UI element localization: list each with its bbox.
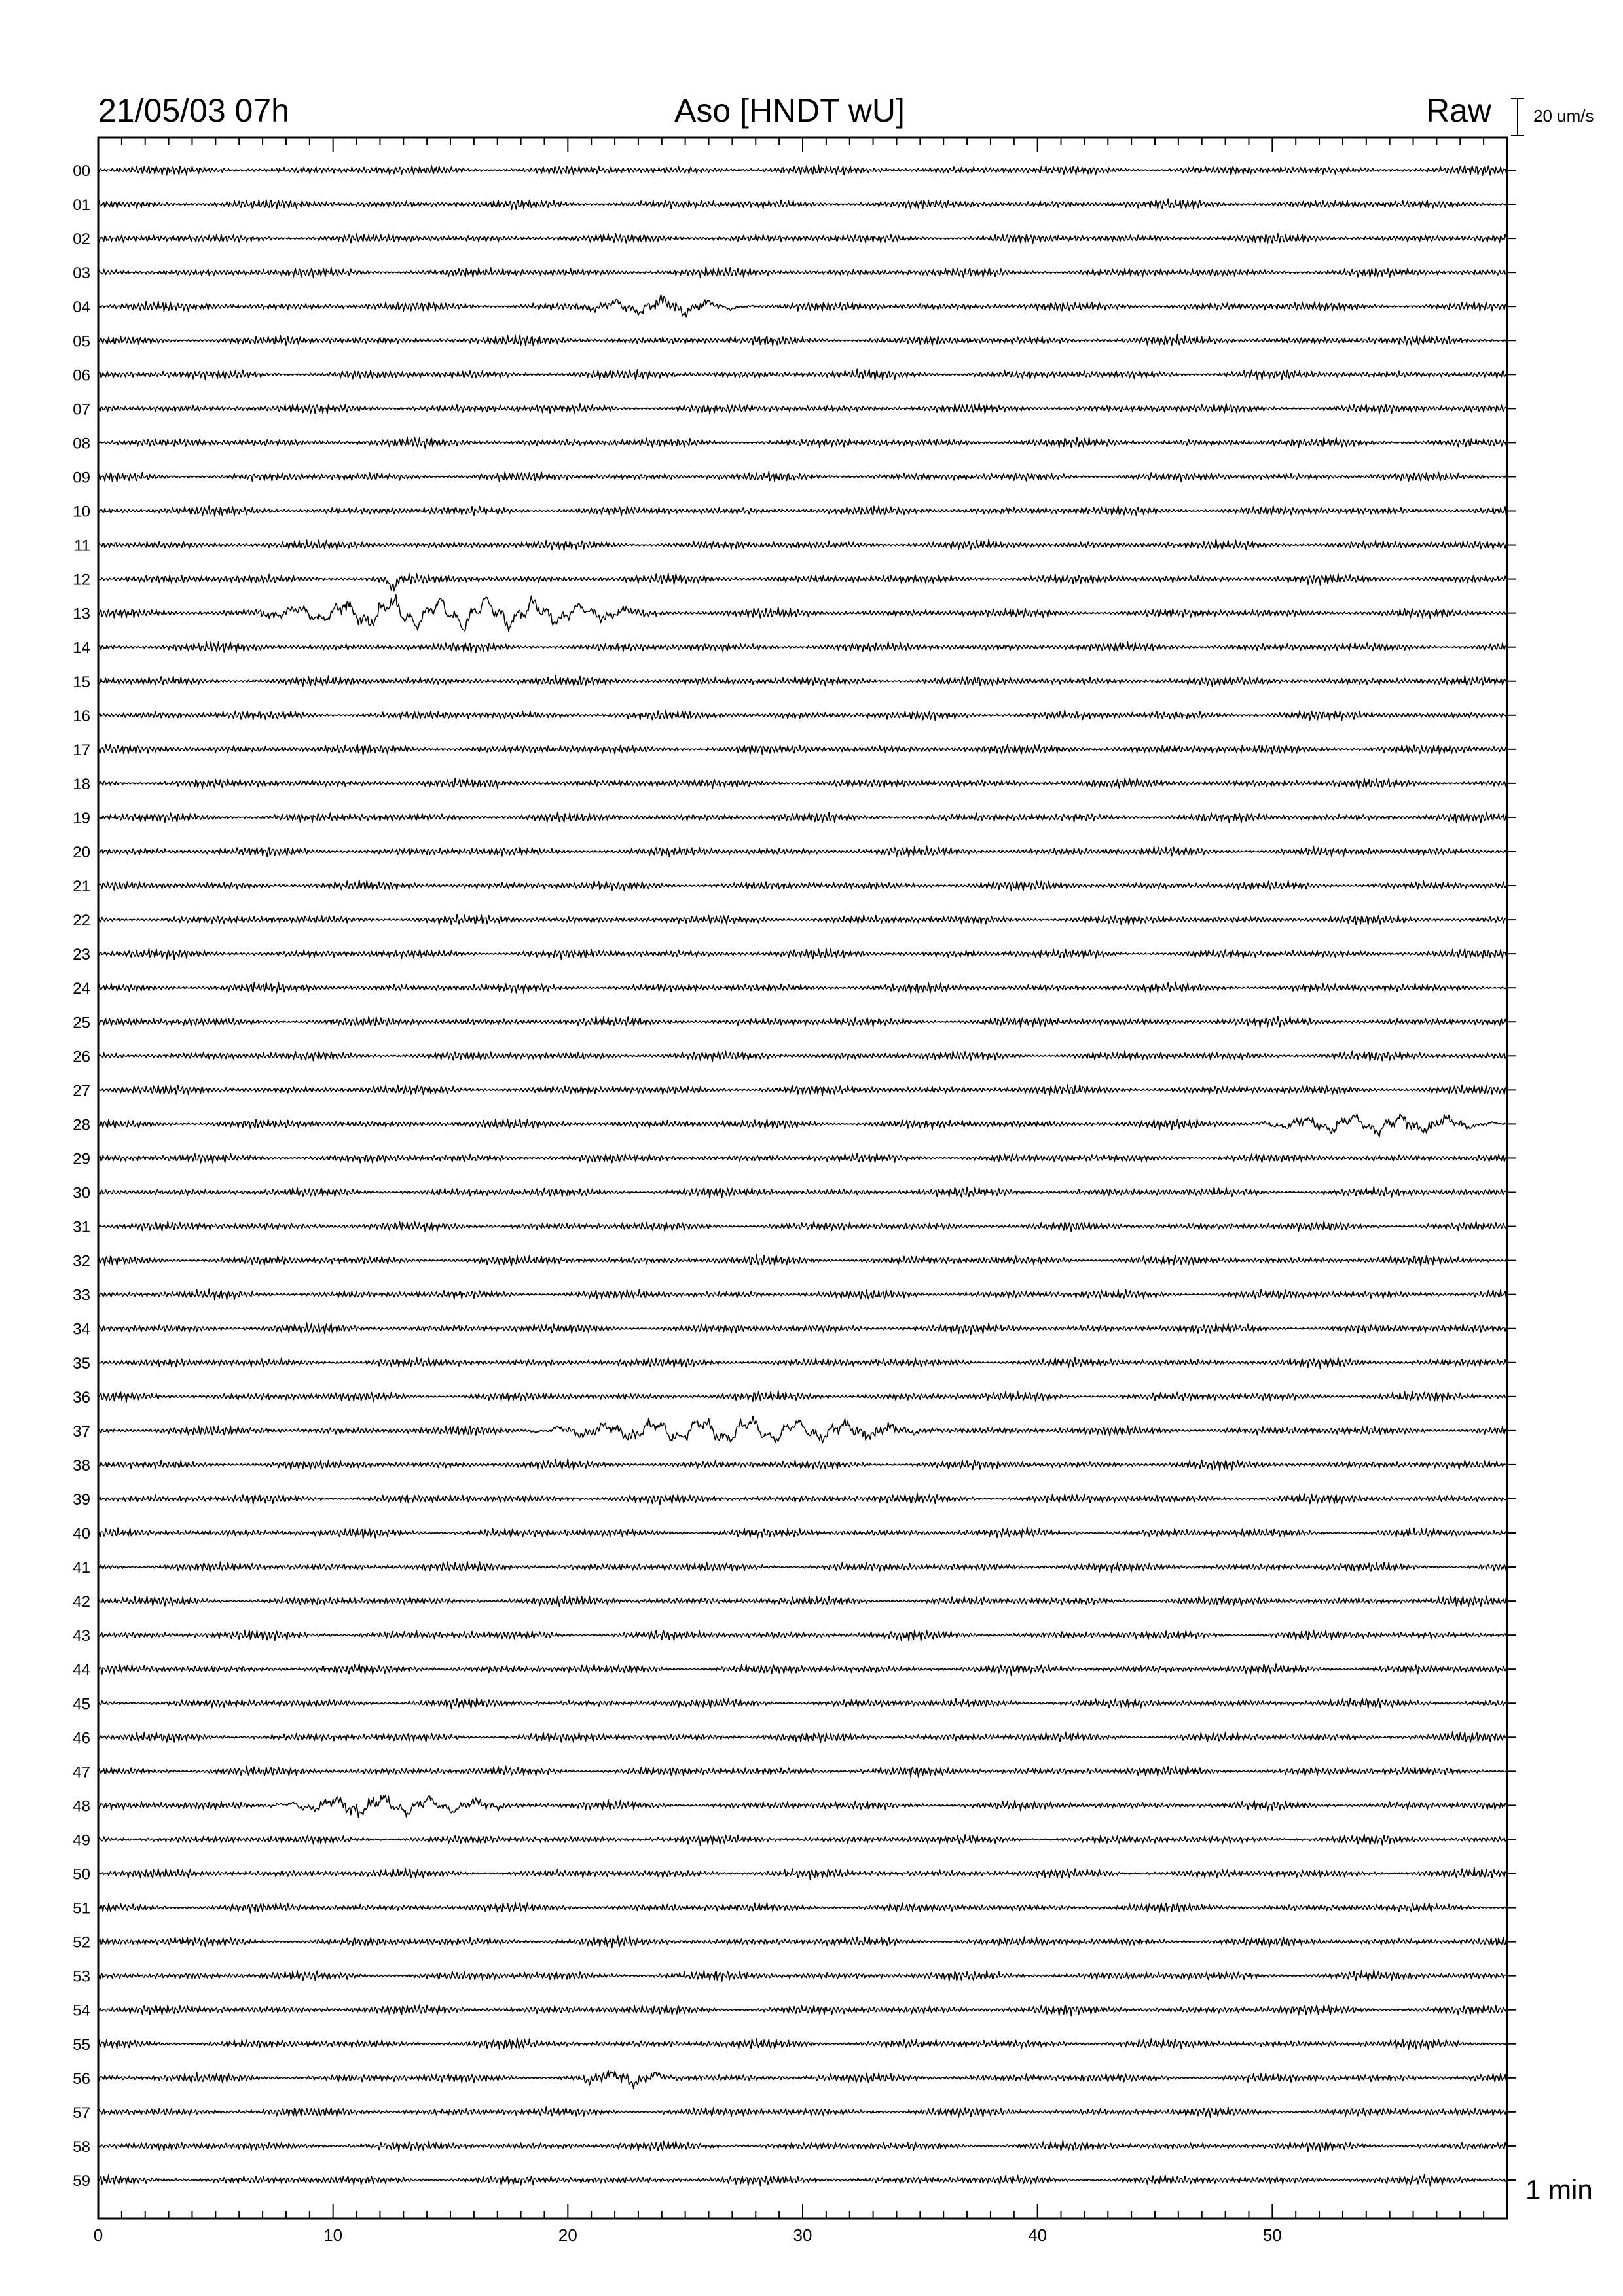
row-label: 24 xyxy=(73,980,90,998)
trace-row-39 xyxy=(98,1493,1507,1505)
trace-row-25 xyxy=(98,1017,1507,1028)
trace-row-47 xyxy=(98,1766,1507,1777)
x-tick-label: 20 xyxy=(558,2225,577,2245)
trace-row-49 xyxy=(98,1835,1507,1846)
row-label: 51 xyxy=(73,1899,90,1918)
trace-row-00 xyxy=(98,165,1507,175)
trace-row-31 xyxy=(98,1221,1507,1232)
trace-row-48 xyxy=(98,1795,1507,1818)
trace-row-15 xyxy=(98,675,1507,686)
trace-row-06 xyxy=(98,369,1507,380)
row-label: 56 xyxy=(73,2070,90,2088)
row-label: 40 xyxy=(73,1525,90,1543)
trace-row-04 xyxy=(98,295,1507,317)
trace-row-10 xyxy=(98,506,1507,516)
row-label: 54 xyxy=(73,2001,90,2020)
trace-row-26 xyxy=(98,1051,1507,1061)
trace-row-18 xyxy=(98,778,1507,789)
row-label: 57 xyxy=(73,2104,90,2122)
row-label: 10 xyxy=(73,503,90,521)
row-label: 01 xyxy=(73,196,90,215)
trace-row-53 xyxy=(98,1970,1507,1981)
trace-row-37 xyxy=(98,1416,1507,1443)
row-labels xyxy=(73,162,90,2190)
x-axis-unit-label: 1 min xyxy=(1525,2174,1593,2205)
trace-row-46 xyxy=(98,1732,1507,1743)
row-label: 30 xyxy=(73,1184,90,1202)
trace-row-28 xyxy=(98,1114,1507,1137)
trace-row-56 xyxy=(98,2070,1507,2089)
trace-row-13 xyxy=(98,595,1507,632)
trace-row-45 xyxy=(98,1698,1507,1708)
trace-row-19 xyxy=(98,812,1507,823)
row-label: 13 xyxy=(73,605,90,623)
trace-row-35 xyxy=(98,1357,1507,1369)
row-label: 42 xyxy=(73,1593,90,1611)
row-label: 06 xyxy=(73,367,90,385)
trace-row-07 xyxy=(98,403,1507,414)
trace-row-33 xyxy=(98,1289,1507,1300)
row-label: 07 xyxy=(73,401,90,419)
x-tick-label: 10 xyxy=(323,2225,343,2245)
trace-row-52 xyxy=(98,1936,1507,1947)
row-label: 44 xyxy=(73,1661,90,1679)
trace-row-36 xyxy=(98,1391,1507,1402)
record-datetime: 21/05/03 07h xyxy=(98,92,289,129)
amplitude-scale-label: 20 um/s xyxy=(1533,106,1594,126)
row-label: 53 xyxy=(73,1967,90,1986)
row-label: 43 xyxy=(73,1627,90,1645)
trace-row-59 xyxy=(98,2175,1507,2186)
row-label: 46 xyxy=(73,1729,90,1748)
trace-row-17 xyxy=(98,744,1507,755)
trace-row-01 xyxy=(98,199,1507,209)
bottom-axis-ticks xyxy=(98,2204,1507,2219)
trace-row-03 xyxy=(98,267,1507,278)
trace-row-43 xyxy=(98,1630,1507,1641)
trace-row-08 xyxy=(98,437,1507,448)
row-label: 28 xyxy=(73,1116,90,1134)
row-label: 36 xyxy=(73,1388,90,1407)
row-label: 59 xyxy=(73,2172,90,2190)
trace-row-41 xyxy=(98,1562,1507,1573)
row-label: 33 xyxy=(73,1286,90,1304)
trace-row-09 xyxy=(98,471,1507,482)
trace-row-40 xyxy=(98,1527,1507,1538)
trace-row-23 xyxy=(98,948,1507,960)
trace-row-21 xyxy=(98,880,1507,891)
trace-row-02 xyxy=(98,234,1507,243)
row-label: 02 xyxy=(73,230,90,249)
row-label: 19 xyxy=(73,809,90,827)
row-label: 12 xyxy=(73,571,90,589)
row-label: 11 xyxy=(74,537,90,555)
row-label: 15 xyxy=(73,673,90,691)
row-label: 17 xyxy=(73,741,90,759)
trace-row-54 xyxy=(98,2005,1507,2016)
row-label: 03 xyxy=(73,264,90,283)
row-label: 49 xyxy=(73,1831,90,1850)
row-label: 08 xyxy=(73,435,90,453)
row-label: 45 xyxy=(73,1695,90,1713)
data-mode-label: Raw xyxy=(1426,92,1492,129)
row-label: 34 xyxy=(73,1320,90,1338)
row-label: 32 xyxy=(73,1252,90,1270)
row-label: 00 xyxy=(73,162,90,180)
trace-row-22 xyxy=(98,914,1507,925)
station-title: Aso [HNDT wU] xyxy=(674,92,905,129)
row-label: 29 xyxy=(73,1150,90,1168)
row-label: 23 xyxy=(73,946,90,964)
row-label: 58 xyxy=(73,2138,90,2156)
row-label: 09 xyxy=(73,469,90,487)
trace-row-30 xyxy=(98,1187,1507,1198)
x-tick-label: 40 xyxy=(1028,2225,1048,2245)
row-label: 31 xyxy=(73,1218,90,1236)
trace-row-50 xyxy=(98,1867,1507,1879)
row-label: 38 xyxy=(73,1456,90,1475)
row-label: 16 xyxy=(73,707,90,725)
row-label: 39 xyxy=(73,1490,90,1509)
trace-row-14 xyxy=(98,641,1507,653)
row-label: 05 xyxy=(73,332,90,351)
trace-row-27 xyxy=(98,1085,1507,1096)
trace-row-55 xyxy=(98,2038,1507,2049)
row-label: 50 xyxy=(73,1865,90,1884)
row-label: 14 xyxy=(73,639,90,657)
trace-row-38 xyxy=(98,1459,1507,1471)
trace-row-42 xyxy=(98,1596,1507,1607)
trace-row-20 xyxy=(98,846,1507,857)
trace-row-11 xyxy=(98,539,1507,550)
row-label: 55 xyxy=(73,2036,90,2054)
row-label: 52 xyxy=(73,1933,90,1952)
trace-row-57 xyxy=(98,2107,1507,2117)
row-label: 41 xyxy=(73,1559,90,1577)
row-label: 37 xyxy=(73,1422,90,1441)
trace-row-58 xyxy=(98,2140,1507,2151)
top-axis-ticks xyxy=(98,137,1507,152)
x-tick-label: 0 xyxy=(93,2225,103,2245)
x-tick-label: 30 xyxy=(793,2225,812,2245)
row-label: 47 xyxy=(73,1763,90,1782)
row-label: 48 xyxy=(73,1797,90,1816)
x-tick-labels xyxy=(94,2225,1282,2245)
trace-row-29 xyxy=(98,1153,1507,1164)
trace-row-12 xyxy=(98,573,1507,591)
row-label: 20 xyxy=(73,844,90,861)
trace-row-05 xyxy=(98,335,1507,346)
trace-row-44 xyxy=(98,1664,1507,1675)
trace-row-24 xyxy=(98,982,1507,993)
trace-row-51 xyxy=(98,1903,1507,1913)
row-label: 04 xyxy=(73,298,90,317)
row-label: 21 xyxy=(73,878,90,896)
trace-group xyxy=(98,165,1516,2186)
row-label: 26 xyxy=(73,1048,90,1066)
row-label: 18 xyxy=(73,775,90,793)
row-label: 35 xyxy=(73,1354,90,1372)
trace-row-16 xyxy=(98,710,1507,720)
trace-row-34 xyxy=(98,1323,1507,1335)
row-label: 25 xyxy=(73,1014,90,1032)
row-label: 22 xyxy=(73,912,90,930)
trace-row-32 xyxy=(98,1255,1507,1266)
x-tick-label: 50 xyxy=(1262,2225,1282,2245)
row-label: 27 xyxy=(73,1082,90,1100)
